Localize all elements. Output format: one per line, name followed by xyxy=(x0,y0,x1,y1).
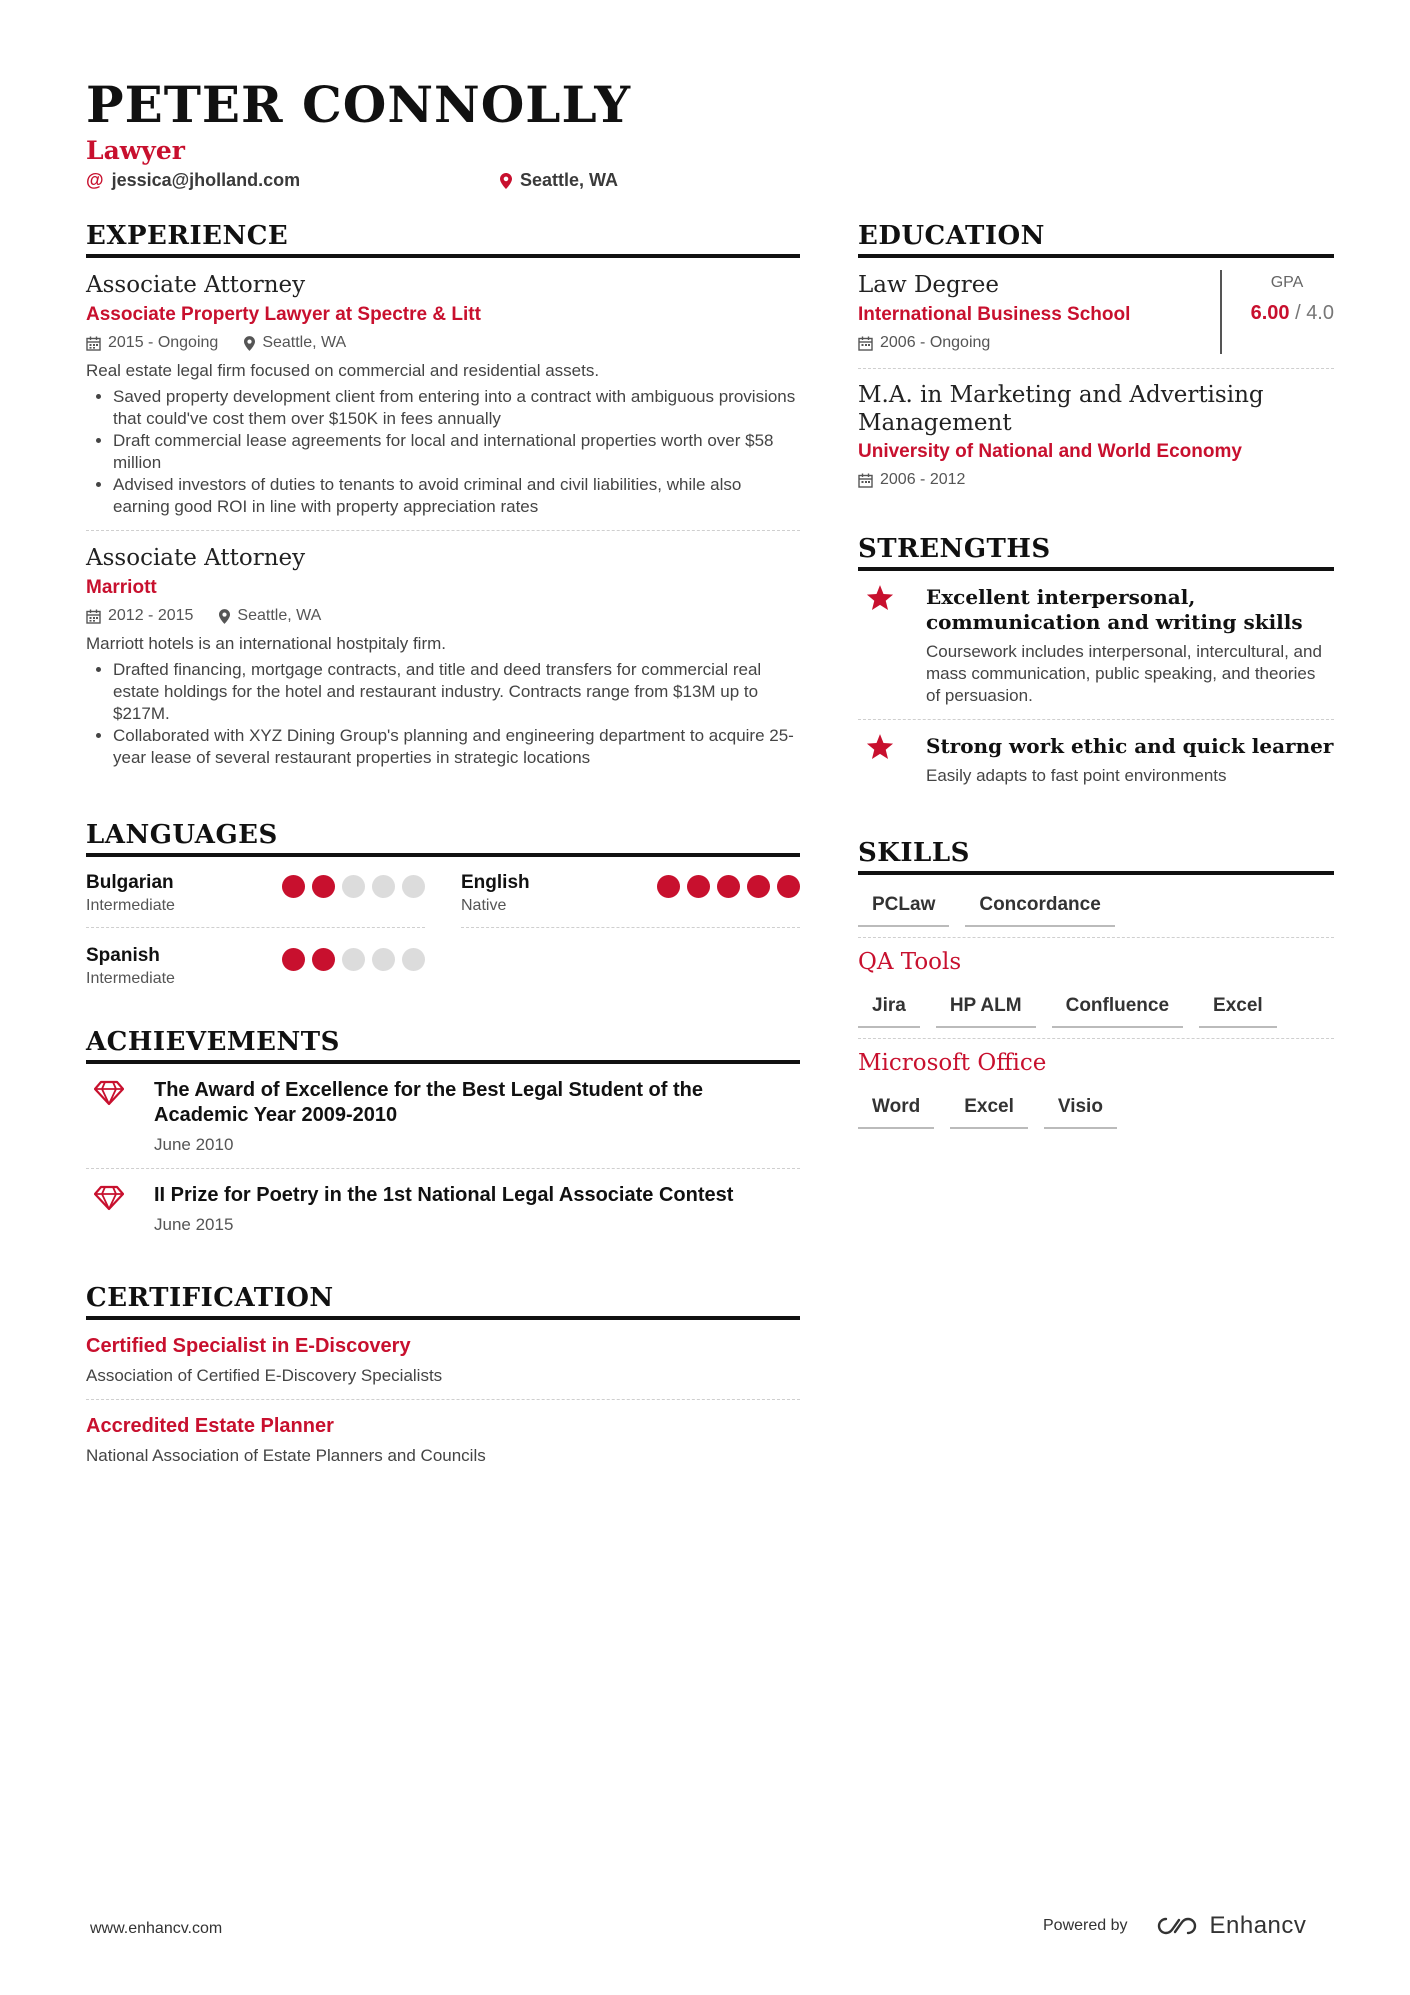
school-name: University of National and World Economy xyxy=(858,441,1242,462)
left-column xyxy=(86,220,800,1479)
strength-description: Easily adapts to fast point environments xyxy=(926,766,1227,785)
job-title: Associate Attorney xyxy=(86,545,306,571)
resume-header xyxy=(86,76,1326,191)
strength-title: Excellent interpersonal, communication and writing skills xyxy=(926,585,1303,634)
school-name: International Business School xyxy=(858,304,1131,325)
job-meta xyxy=(86,605,800,627)
brand-name: Enhancv xyxy=(1209,1912,1307,1939)
certification-item xyxy=(86,1400,800,1479)
contact-email[interactable] xyxy=(86,170,500,191)
language-name: English xyxy=(461,872,530,893)
rating-dot xyxy=(372,875,395,898)
rating-dot xyxy=(747,875,770,898)
skill-tags xyxy=(858,1077,1334,1139)
strength-item xyxy=(858,571,1334,720)
footer-branding[interactable] xyxy=(1043,1912,1306,1940)
achievement-date: June 2015 xyxy=(154,1215,234,1234)
education-heading: EDUCATION xyxy=(858,220,1334,258)
education-dates: 2006 - 2012 xyxy=(858,469,1334,491)
job-dates: 2015 - Ongoing xyxy=(86,332,218,354)
education-item xyxy=(858,258,1334,369)
certification-heading: CERTIFICATION xyxy=(86,1282,800,1320)
map-pin-icon xyxy=(244,336,255,351)
language-level: Intermediate xyxy=(86,970,175,987)
footer-url[interactable]: www.enhancv.com xyxy=(90,1920,223,1937)
strength-title: Strong work ethic and quick learner xyxy=(926,734,1334,758)
education-item xyxy=(858,369,1334,505)
job-location: Seattle, WA xyxy=(244,332,346,354)
contact-location xyxy=(500,170,618,191)
job-dates: 2012 - 2015 xyxy=(86,605,193,627)
languages-grid xyxy=(86,871,800,1016)
skill-tag: Excel xyxy=(1199,994,1277,1028)
strength-item xyxy=(858,720,1334,799)
skill-group-title: Microsoft Office xyxy=(858,1050,1047,1076)
map-pin-icon xyxy=(219,609,230,624)
strengths-heading: STRENGTHS xyxy=(858,533,1334,571)
language-rating xyxy=(275,948,425,990)
calendar-icon xyxy=(86,336,101,351)
skill-tag: Jira xyxy=(858,994,920,1028)
language-level: Intermediate xyxy=(86,897,175,914)
job-bullets xyxy=(86,659,800,769)
language-item xyxy=(86,871,425,928)
skill-tag: Word xyxy=(858,1095,934,1129)
skill-tags xyxy=(858,976,1334,1039)
strength-description: Coursework includes interpersonal, intercultural, and mass communication, public speaking, and theories of persuasion. xyxy=(926,642,1322,705)
degree-title: M.A. in Marketing and Advertising Management xyxy=(858,382,1264,436)
candidate-title: Lawyer xyxy=(86,136,185,165)
skill-tags xyxy=(858,875,1334,938)
experience-entry xyxy=(86,531,800,781)
job-title: Associate Attorney xyxy=(86,272,306,298)
achievement-item xyxy=(86,1064,800,1169)
job-bullet: • Collaborated with XYZ Dining Group's planning and engineering department to acquire 25-year lease of several restaurant properties in strategic locations xyxy=(113,725,800,769)
job-description: Real estate legal firm focused on commercial and residential assets. xyxy=(86,361,600,380)
language-level: Native xyxy=(461,897,507,914)
certification-title: Certified Specialist in E-Discovery xyxy=(86,1335,411,1357)
rating-dot xyxy=(657,875,680,898)
map-pin-icon xyxy=(500,173,512,189)
gpa-label: GPA xyxy=(1270,274,1304,291)
language-item xyxy=(461,871,800,928)
calendar-icon xyxy=(858,336,873,351)
languages-heading: LANGUAGES xyxy=(86,819,800,857)
achievement-item xyxy=(86,1169,800,1248)
skill-tag: Excel xyxy=(950,1095,1028,1129)
skill-tag: HP ALM xyxy=(936,994,1036,1028)
location-text: Seattle, WA xyxy=(520,170,619,190)
gpa-box xyxy=(1220,270,1334,354)
achievement-date: June 2010 xyxy=(154,1135,234,1154)
rating-dot xyxy=(372,948,395,971)
star-icon xyxy=(866,734,894,761)
job-bullet: • Advised investors of duties to tenants to avoid criminal and civil liabilities, while also earning good ROI in line with property appreciation rates xyxy=(113,474,800,518)
rating-dot xyxy=(402,875,425,898)
skill-group-title: QA Tools xyxy=(858,949,962,975)
rating-dot xyxy=(687,875,710,898)
language-rating xyxy=(275,875,425,917)
powered-by-text: Powered by xyxy=(1043,1917,1128,1934)
language-name: Bulgarian xyxy=(86,872,174,893)
achievements-heading: ACHIEVEMENTS xyxy=(86,1026,800,1064)
certification-org: National Association of Estate Planners and Councils xyxy=(86,1446,486,1465)
candidate-name: PETER CONNOLLY xyxy=(86,75,632,134)
education-dates: 2006 - Ongoing xyxy=(858,332,1130,354)
rating-dot xyxy=(282,948,305,971)
diamond-icon xyxy=(94,1080,124,1106)
job-company: Marriott xyxy=(86,577,157,598)
achievement-title: The Award of Excellence for the Best Legal Student of the Academic Year 2009-2010 xyxy=(154,1079,703,1126)
job-description: Marriott hotels is an international hostpitaly firm. xyxy=(86,634,446,653)
job-bullet: • Saved property development client from entering into a contract with ambiguous provisions that could've cost them over $150K in fees annually xyxy=(113,386,800,430)
star-icon xyxy=(866,585,894,612)
experience-entry xyxy=(86,258,800,531)
language-name: Spanish xyxy=(86,945,160,966)
job-bullet: • Drafted financing, mortgage contracts, and title and deed transfers for commercial real estate holdings for the hotel and restaurant industry. Contracts range from $13M up to $217M. xyxy=(113,659,800,725)
rating-dot xyxy=(282,875,305,898)
calendar-icon xyxy=(858,473,873,488)
at-icon: @ xyxy=(86,170,104,190)
certification-item xyxy=(86,1320,800,1400)
certification-org: Association of Certified E-Discovery Specialists xyxy=(86,1366,443,1385)
experience-heading: EXPERIENCE xyxy=(86,220,800,258)
rating-dot xyxy=(312,875,335,898)
skill-tag: Visio xyxy=(1044,1095,1117,1129)
language-item xyxy=(86,944,425,1000)
skill-tag: Concordance xyxy=(965,893,1114,927)
certification-title: Accredited Estate Planner xyxy=(86,1415,334,1437)
job-meta xyxy=(86,332,800,354)
diamond-icon xyxy=(94,1185,124,1211)
rating-dot xyxy=(342,875,365,898)
job-bullet: • Draft commercial lease agreements for local and international properties worth over $58 million xyxy=(113,430,800,474)
rating-dot xyxy=(777,875,800,898)
job-bullets xyxy=(86,386,800,518)
rating-dot xyxy=(312,948,335,971)
email-text: jessica@jholland.com xyxy=(111,170,301,190)
right-column xyxy=(858,220,1334,1139)
rating-dot xyxy=(402,948,425,971)
achievement-title: II Prize for Poetry in the 1st National Legal Associate Contest xyxy=(154,1184,734,1206)
calendar-icon xyxy=(86,609,101,624)
enhancv-logo-icon xyxy=(1154,1914,1200,1938)
rating-dot xyxy=(717,875,740,898)
language-rating xyxy=(650,875,800,917)
skill-tag: PCLaw xyxy=(858,893,949,927)
skill-tag: Confluence xyxy=(1052,994,1183,1028)
job-location: Seattle, WA xyxy=(219,605,321,627)
contact-row xyxy=(86,170,1326,191)
skills-heading: SKILLS xyxy=(858,837,1334,875)
job-company: Associate Property Lawyer at Spectre & Litt xyxy=(86,304,481,325)
gpa-value: 6.00 / 4.0 xyxy=(1250,302,1334,324)
degree-title: Law Degree xyxy=(858,272,999,298)
rating-dot xyxy=(342,948,365,971)
